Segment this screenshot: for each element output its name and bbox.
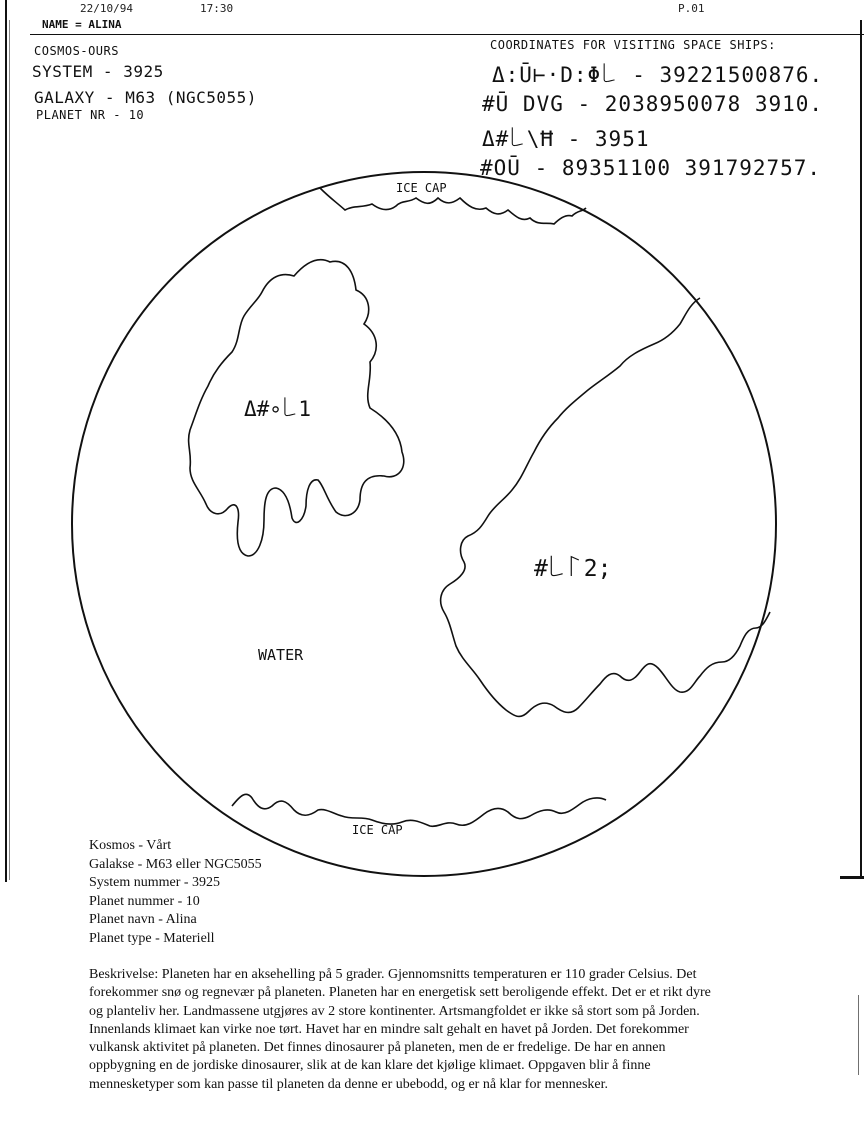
fax-date: 22/10/94 [80, 2, 133, 15]
coordinate-line: #Ū DVG - 2038950078 3910. [482, 92, 824, 116]
fact-galaxy: Galakse - M63 eller NGC5055 [89, 856, 262, 872]
description-line: og planteliv her. Landmassene utgjøres av 2 store kontinenter. Artsmangfoldet er ikke så stort som på Jorden. [89, 1003, 700, 1019]
fax-time: 17:30 [200, 2, 234, 15]
fax-page: P.01 [678, 2, 705, 15]
note-planet-nr: PLANET NR - 10 [36, 108, 145, 122]
coordinates-title: COORDINATES FOR VISITING SPACE SHIPS: [490, 38, 776, 52]
continent-1-label: Δ#∘꒒1 [244, 397, 311, 421]
description-line: Beskrivelse: Planeten har en aksehelling på 5 grader. Gjennomsnitts temperaturen er 110 grader Celsius. Det [89, 967, 697, 982]
planet-outline [72, 172, 776, 876]
continent-east-outline [441, 298, 770, 716]
note-galaxy: GALAXY - M63 (NGC5055) [34, 88, 257, 107]
coordinate-line: Δ#꒒\Ħ - 3951 [482, 127, 650, 151]
description-line: Innenlands klimaet kan virke noe tørt. Havet har en mindre salt gehalt en havet på Jorden. Det forekommer [89, 1021, 689, 1037]
continent-2-label: #꒒꒓2; [534, 556, 612, 582]
coordinate-line: Δ:Ū⊢·D:Φ꒒ - 39221500876. [492, 63, 824, 87]
ice-cap-bottom-label: ICE CAP [352, 823, 403, 837]
description-line: mennesketyper som kan passe til planeten da denne er ubebodd, og er nå klar for mennesker. [89, 1076, 608, 1092]
description-line: oppbygning en de jordiske dinosaurer, slik at de kan klare det kjølige klimaet. Oppgaven blir å finne [89, 1058, 651, 1074]
note-cosmos: COSMOS-OURS [34, 44, 119, 58]
fact-planet-name: Planet navn - Alina [89, 912, 197, 927]
fact-planet-type: Planet type - Materiell [89, 930, 215, 946]
description-line: forekommer snø og regnevær på planeten. Planeten har en energetisk sett beroligende effekt. Det er et rikt dyre [89, 985, 711, 1001]
note-system: SYSTEM - 3925 [32, 62, 164, 81]
planet-description [89, 966, 789, 1094]
fact-cosmos: Kosmos - Vårt [89, 838, 172, 853]
name-line: NAME = ALINA [42, 18, 122, 31]
description-line: vulkansk aktivitet på planeten. Det finnes dinosaurer på planeten, men de er fredelige. De har en annen [89, 1040, 666, 1056]
ice-cap-top-label: ICE CAP [396, 181, 447, 195]
fact-planet-number: Planet nummer - 10 [89, 893, 200, 909]
ice-cap-bottom-edge [232, 794, 606, 826]
fact-system: System nummer - 3925 [89, 875, 221, 890]
water-label: WATER [258, 646, 304, 664]
planet-facts [89, 837, 262, 948]
coordinate-line: #OŪ - 89351100 391792757. [480, 156, 822, 180]
